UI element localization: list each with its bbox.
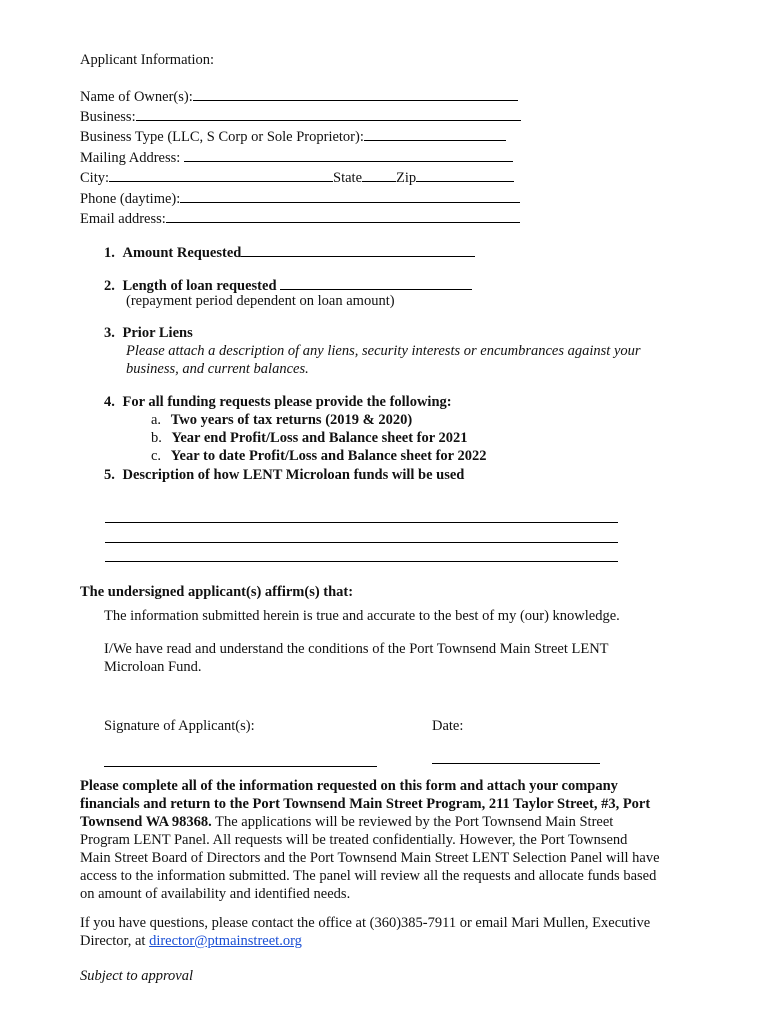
closing-line-1: Please complete all of the information requested on this form and attach your company: [80, 778, 618, 794]
email-field-row: [80, 208, 520, 228]
closing-line-2: financials and return to the Port Townsend Main Street Program, 211 Taylor Street, #3, Port: [80, 796, 651, 812]
affirm-statement-2-line2: Microloan Fund.: [104, 659, 202, 675]
business-type-input-line[interactable]: [364, 126, 506, 141]
city-input-line[interactable]: [109, 167, 333, 182]
email-label: Email address:: [80, 211, 166, 227]
item-1-label: Amount Requested: [122, 245, 242, 261]
item-3-number: 3.: [104, 325, 115, 341]
affirm-statement-1: The information submitted herein is true and accurate to the best of my (our) knowledge.: [104, 608, 620, 624]
description-line-3[interactable]: [105, 561, 618, 562]
date-label: Date:: [432, 718, 464, 734]
phone-input-line[interactable]: [180, 188, 520, 203]
signature-line[interactable]: [104, 766, 377, 767]
closing-line-7: on amount of availability and identified needs.: [80, 886, 351, 902]
loan-length-input-line[interactable]: [280, 275, 472, 290]
business-label: Business:: [80, 109, 136, 125]
zip-input-line[interactable]: [416, 167, 514, 182]
item-2-number: 2.: [104, 278, 115, 294]
item-4a-text: Two years of tax returns (2019 & 2020): [170, 412, 413, 428]
owner-input-line[interactable]: [193, 86, 518, 101]
contact-prefix: Director, at: [80, 933, 150, 949]
item-5-number: 5.: [104, 467, 115, 483]
closing-line-3: [80, 814, 613, 831]
item-4-number: 4.: [104, 394, 115, 410]
mailing-field-row: [80, 147, 513, 167]
zip-label: Zip: [396, 170, 417, 186]
item-4-label: For all funding requests please provide the following:: [122, 394, 452, 410]
date-line[interactable]: [432, 763, 600, 764]
closing-address-bold: Townsend WA 98368.: [80, 814, 212, 830]
closing-line-4: Program LENT Panel. All requests will be treated confidentially. However, the Port Townsend: [80, 832, 628, 848]
item-5: [104, 467, 464, 484]
amount-input-line[interactable]: [241, 242, 475, 257]
footer-note: Subject to approval: [80, 968, 194, 984]
item-2-label: Length of loan requested: [122, 278, 277, 294]
city-state-zip-row: [80, 167, 514, 187]
item-4a: [151, 412, 412, 429]
item-1: [104, 242, 475, 262]
item-3-label: Prior Liens: [122, 325, 193, 341]
item-2-note: (repayment period dependent on loan amount): [126, 293, 395, 309]
phone-field-row: [80, 188, 520, 208]
mailing-label: Mailing Address:: [80, 150, 181, 166]
owner-label: Name of Owner(s):: [80, 89, 193, 105]
contact-line-1: If you have questions, please contact the office at (360)385-7911 or email Mari Mullen, Executive: [80, 915, 651, 931]
description-line-1[interactable]: [105, 522, 618, 523]
item-4c-text: Year to date Profit/Loss and Balance sheet for 2022: [170, 448, 487, 464]
phone-label: Phone (daytime):: [80, 191, 181, 207]
item-5-label: Description of how LENT Microloan funds will be used: [122, 467, 465, 483]
city-label: City:: [80, 170, 110, 186]
signature-label: Signature of Applicant(s):: [104, 718, 255, 734]
state-input-line[interactable]: [362, 167, 396, 182]
item-4b-text: Year end Profit/Loss and Balance sheet for 2021: [171, 430, 468, 446]
contact-line-2: [80, 933, 302, 950]
item-4c: [151, 448, 486, 465]
business-type-field-row: [80, 126, 506, 146]
item-2: [104, 275, 472, 295]
affirm-heading: The undersigned applicant(s) affirm(s) that:: [80, 584, 354, 600]
item-3-note-line1: Please attach a description of any liens, security interests or encumbrances against your: [126, 343, 641, 359]
business-field-row: [80, 106, 521, 126]
item-4c-letter: c.: [151, 448, 162, 464]
business-input-line[interactable]: [136, 106, 521, 121]
affirm-statement-2-line1: I/We have read and understand the conditions of the Port Townsend Main Street LENT: [104, 641, 609, 657]
closing-line-3-rest: The applications will be reviewed by the Port Townsend Main Street: [211, 814, 614, 830]
mailing-input-line[interactable]: [184, 147, 513, 162]
contact-email-link[interactable]: director@ptmainstreet.org: [149, 933, 302, 949]
state-label: State: [333, 170, 363, 186]
business-type-label: Business Type (LLC, S Corp or Sole Proprietor):: [80, 129, 364, 145]
item-4b-letter: b.: [151, 430, 162, 446]
item-4b: [151, 430, 468, 447]
section-title: Applicant Information:: [80, 52, 215, 68]
closing-line-6: access to the information submitted. The panel will review all the requests and allocate funds based: [80, 868, 657, 884]
item-3: [104, 325, 193, 342]
item-4a-letter: a.: [151, 412, 162, 428]
description-line-2[interactable]: [105, 542, 618, 543]
item-1-number: 1.: [104, 245, 115, 261]
email-input-line[interactable]: [166, 208, 520, 223]
owner-field-row: [80, 86, 518, 106]
item-4: [104, 394, 452, 411]
closing-line-5: Main Street Board of Directors and the Port Townsend Main Street LENT Selection Panel will have: [80, 850, 660, 866]
item-3-note-line2: business, and current balances.: [126, 361, 309, 377]
